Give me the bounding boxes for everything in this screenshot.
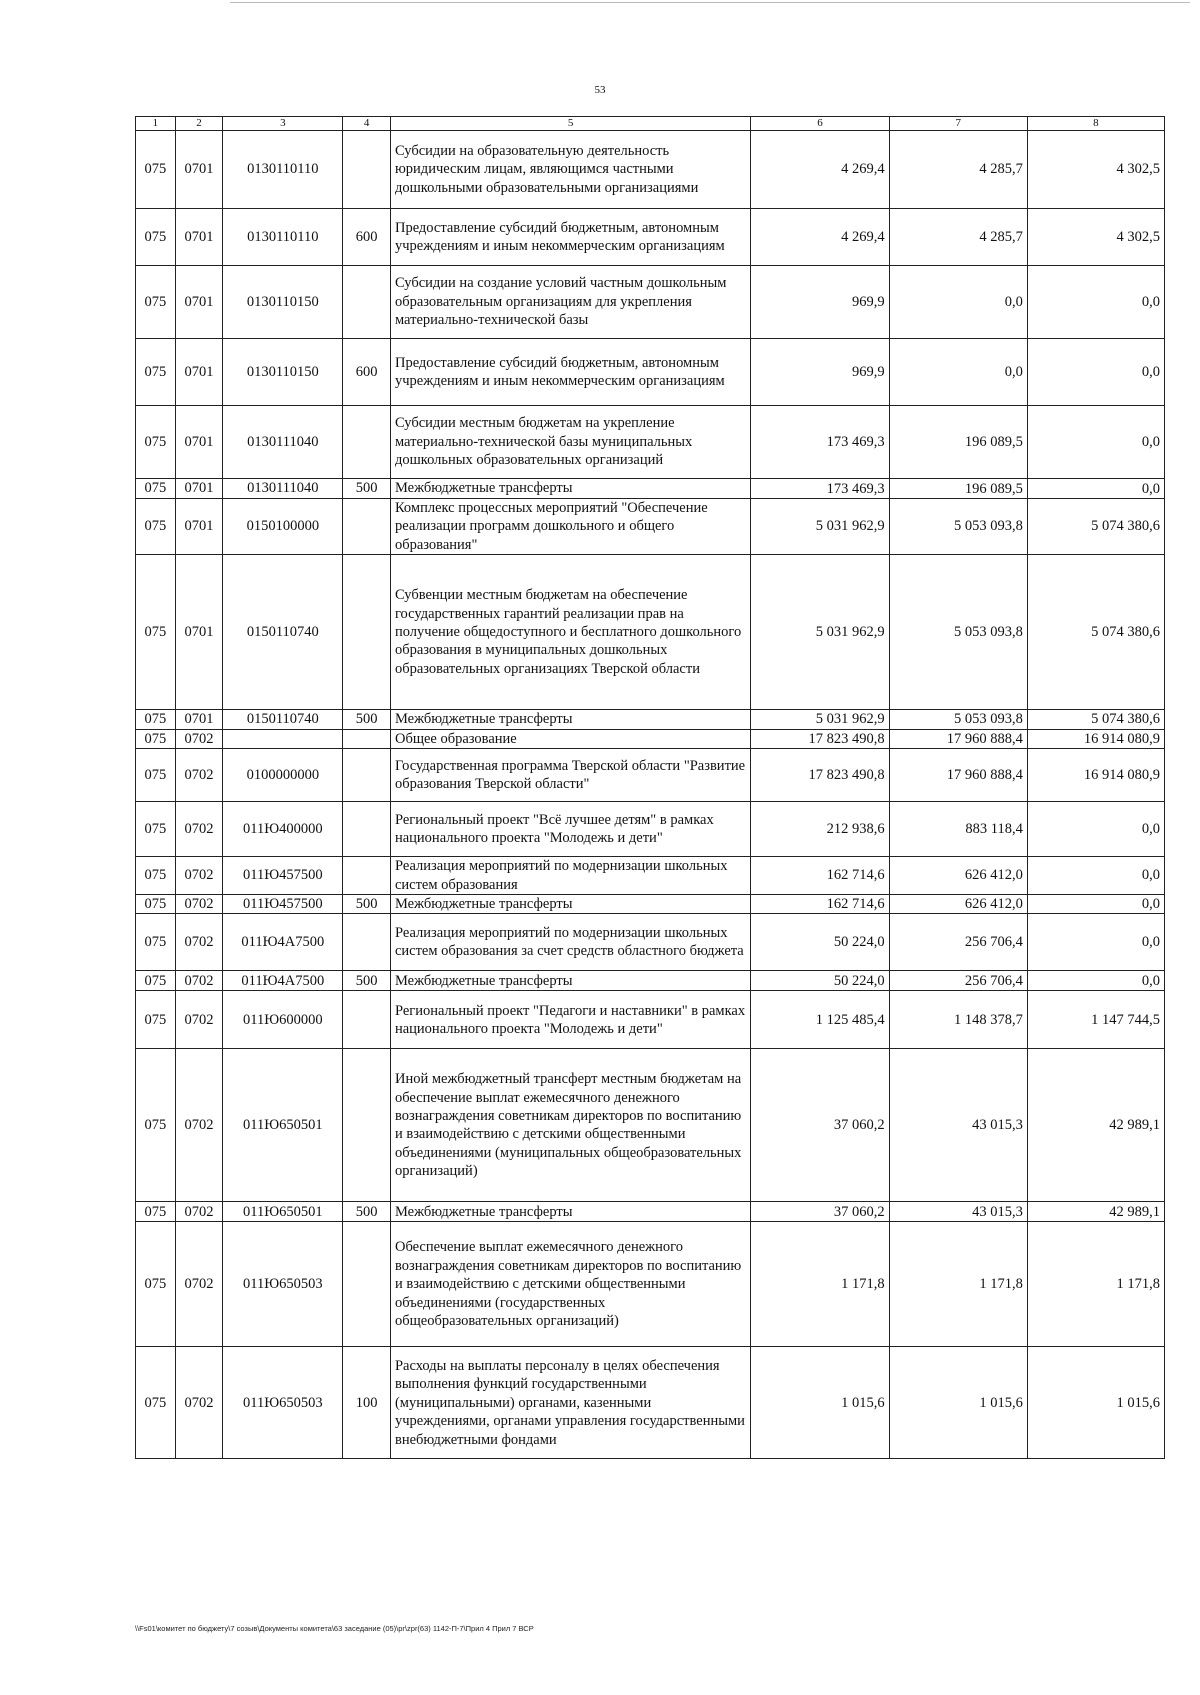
code-cell: 075 — [136, 1222, 176, 1347]
table-row — [136, 857, 1165, 895]
description-cell: Межбюджетные трансферты — [390, 479, 750, 499]
amount-2027-cell: 0,0 — [1027, 406, 1164, 479]
target-article-cell: 0150110740 — [223, 710, 343, 729]
description-cell: Реализация мероприятий по модернизации школьных систем образования за счет средств областного бюджета — [390, 914, 750, 971]
section-cell: 0701 — [175, 406, 223, 479]
amount-2025-cell: 212 938,6 — [751, 802, 889, 857]
expense-type-cell — [343, 406, 391, 479]
table-row — [136, 1222, 1165, 1347]
table-header-row — [136, 117, 1165, 131]
expense-type-cell — [343, 555, 391, 710]
description-cell: Региональный проект "Педагоги и наставники" в рамках национального проекта "Молодежь и дети" — [390, 991, 750, 1049]
table-row — [136, 802, 1165, 857]
expense-type-cell: 500 — [343, 1202, 391, 1222]
section-cell: 0701 — [175, 209, 223, 266]
table-row — [136, 209, 1165, 266]
table-row — [136, 991, 1165, 1049]
amount-2025-cell: 17 823 490,8 — [751, 749, 889, 802]
amount-2025-cell: 37 060,2 — [751, 1202, 889, 1222]
target-article-cell: 011Ю400000 — [223, 802, 343, 857]
description-cell: Иной межбюджетный трансферт местным бюджетам на обеспечение выплат ежемесячного денежного вознаграждения советникам директоров по воспитанию и взаимодействию с детскими общественными объединениями (муниципальных общеобразовательных организаций) — [390, 1049, 750, 1202]
section-cell: 0702 — [175, 1222, 223, 1347]
table-row — [136, 555, 1165, 710]
section-cell: 0701 — [175, 266, 223, 339]
expense-type-cell — [343, 131, 391, 209]
target-article-cell: 011Ю650503 — [223, 1347, 343, 1459]
description-cell: Субсидии местным бюджетам на укрепление материально-технической базы муниципальных дошкольных образовательных организаций — [390, 406, 750, 479]
target-article-cell: 011Ю600000 — [223, 991, 343, 1049]
section-cell: 0701 — [175, 131, 223, 209]
amount-2025-cell: 1 171,8 — [751, 1222, 889, 1347]
amount-2027-cell: 0,0 — [1027, 339, 1164, 406]
target-article-cell: 0130110110 — [223, 131, 343, 209]
expense-type-cell — [343, 991, 391, 1049]
table-row — [136, 895, 1165, 914]
expense-type-cell — [343, 729, 391, 748]
section-cell: 0701 — [175, 555, 223, 710]
code-cell: 075 — [136, 406, 176, 479]
table-row — [136, 266, 1165, 339]
amount-2027-cell: 16 914 080,9 — [1027, 749, 1164, 802]
code-cell: 075 — [136, 1202, 176, 1222]
section-cell: 0701 — [175, 499, 223, 555]
header-cell: 5 — [390, 117, 750, 131]
code-cell: 075 — [136, 499, 176, 555]
amount-2026-cell: 1 148 378,7 — [889, 991, 1027, 1049]
amount-2026-cell: 883 118,4 — [889, 802, 1027, 857]
table-body — [136, 117, 1165, 1459]
table-row — [136, 710, 1165, 729]
expense-type-cell — [343, 1049, 391, 1202]
amount-2026-cell: 5 053 093,8 — [889, 710, 1027, 729]
expense-type-cell: 100 — [343, 1347, 391, 1459]
amount-2026-cell: 256 706,4 — [889, 914, 1027, 971]
description-cell: Комплекс процессных мероприятий "Обеспечение реализации программ дошкольного и общего образования" — [390, 499, 750, 555]
table-row — [136, 1202, 1165, 1222]
expense-type-cell — [343, 802, 391, 857]
amount-2026-cell: 43 015,3 — [889, 1202, 1027, 1222]
amount-2027-cell: 5 074 380,6 — [1027, 710, 1164, 729]
amount-2027-cell: 5 074 380,6 — [1027, 555, 1164, 710]
table-row — [136, 131, 1165, 209]
expense-type-cell: 500 — [343, 895, 391, 914]
amount-2026-cell: 0,0 — [889, 266, 1027, 339]
code-cell: 075 — [136, 339, 176, 406]
footer-file-path: \\Fs01\комитет по бюджету\7 созыв\Документы комитета\63 заседание (05)\pr\zpr(63) 1142-П-7\Прил 4 Прил 7 ВСР — [135, 1624, 534, 1633]
description-cell: Межбюджетные трансферты — [390, 710, 750, 729]
amount-2027-cell: 1 171,8 — [1027, 1222, 1164, 1347]
header-cell: 3 — [223, 117, 343, 131]
amount-2026-cell: 1 015,6 — [889, 1347, 1027, 1459]
code-cell: 075 — [136, 479, 176, 499]
amount-2025-cell: 50 224,0 — [751, 971, 889, 991]
target-article-cell: 011Ю4А7500 — [223, 914, 343, 971]
expense-type-cell: 500 — [343, 971, 391, 991]
amount-2025-cell: 173 469,3 — [751, 406, 889, 479]
amount-2026-cell: 626 412,0 — [889, 857, 1027, 895]
section-cell: 0702 — [175, 1347, 223, 1459]
description-cell: Реализация мероприятий по модернизации школьных систем образования — [390, 857, 750, 895]
expense-type-cell — [343, 914, 391, 971]
expense-type-cell — [343, 1222, 391, 1347]
amount-2025-cell: 37 060,2 — [751, 1049, 889, 1202]
amount-2025-cell: 1 015,6 — [751, 1347, 889, 1459]
table-row — [136, 914, 1165, 971]
description-cell: Государственная программа Тверской области "Развитие образования Тверской области" — [390, 749, 750, 802]
amount-2027-cell: 1 015,6 — [1027, 1347, 1164, 1459]
amount-2025-cell: 5 031 962,9 — [751, 555, 889, 710]
header-cell: 7 — [889, 117, 1027, 131]
code-cell: 075 — [136, 857, 176, 895]
description-cell: Региональный проект "Всё лучшее детям" в рамках национального проекта "Молодежь и дети" — [390, 802, 750, 857]
target-article-cell: 0100000000 — [223, 749, 343, 802]
amount-2027-cell: 0,0 — [1027, 479, 1164, 499]
description-cell: Предоставление субсидий бюджетным, автономным учреждениям и иным некоммерческим организациям — [390, 339, 750, 406]
amount-2026-cell: 5 053 093,8 — [889, 499, 1027, 555]
amount-2026-cell: 0,0 — [889, 339, 1027, 406]
section-cell: 0702 — [175, 802, 223, 857]
section-cell: 0702 — [175, 1202, 223, 1222]
target-article-cell: 0130110150 — [223, 339, 343, 406]
amount-2027-cell: 0,0 — [1027, 266, 1164, 339]
description-cell: Общее образование — [390, 729, 750, 748]
code-cell: 075 — [136, 914, 176, 971]
expense-type-cell: 500 — [343, 710, 391, 729]
expense-type-cell: 500 — [343, 479, 391, 499]
expense-type-cell — [343, 266, 391, 339]
amount-2026-cell: 256 706,4 — [889, 971, 1027, 991]
section-cell: 0702 — [175, 1049, 223, 1202]
code-cell: 075 — [136, 802, 176, 857]
description-cell: Межбюджетные трансферты — [390, 1202, 750, 1222]
code-cell: 075 — [136, 971, 176, 991]
section-cell: 0701 — [175, 710, 223, 729]
code-cell: 075 — [136, 991, 176, 1049]
target-article-cell: 0130110110 — [223, 209, 343, 266]
page-number: 53 — [594, 84, 606, 96]
code-cell: 075 — [136, 710, 176, 729]
description-cell: Субвенции местным бюджетам на обеспечение государственных гарантий реализации прав на получение общедоступного и бесплатного дошкольного образования в муниципальных дошкольных образовательных организациях Тверской области — [390, 555, 750, 710]
amount-2025-cell: 5 031 962,9 — [751, 499, 889, 555]
amount-2027-cell: 5 074 380,6 — [1027, 499, 1164, 555]
amount-2025-cell: 969,9 — [751, 266, 889, 339]
amount-2027-cell: 42 989,1 — [1027, 1202, 1164, 1222]
code-cell: 075 — [136, 749, 176, 802]
code-cell: 075 — [136, 209, 176, 266]
target-article-cell: 0150110740 — [223, 555, 343, 710]
expense-type-cell: 600 — [343, 209, 391, 266]
target-article-cell: 011Ю457500 — [223, 895, 343, 914]
code-cell: 075 — [136, 1347, 176, 1459]
amount-2026-cell: 5 053 093,8 — [889, 555, 1027, 710]
expense-type-cell: 600 — [343, 339, 391, 406]
expense-type-cell — [343, 857, 391, 895]
description-cell: Предоставление субсидий бюджетным, автономным учреждениям и иным некоммерческим организациям — [390, 209, 750, 266]
code-cell: 075 — [136, 266, 176, 339]
amount-2027-cell: 0,0 — [1027, 895, 1164, 914]
header-cell: 1 — [136, 117, 176, 131]
target-article-cell: 0130111040 — [223, 479, 343, 499]
amount-2026-cell: 17 960 888,4 — [889, 729, 1027, 748]
amount-2025-cell: 5 031 962,9 — [751, 710, 889, 729]
amount-2027-cell: 0,0 — [1027, 914, 1164, 971]
table-row — [136, 499, 1165, 555]
header-cell: 6 — [751, 117, 889, 131]
table-row — [136, 971, 1165, 991]
code-cell: 075 — [136, 555, 176, 710]
amount-2025-cell: 162 714,6 — [751, 895, 889, 914]
description-cell: Субсидии на создание условий частным дошкольным образовательным организациям для укрепления материально-технической базы — [390, 266, 750, 339]
description-cell: Межбюджетные трансферты — [390, 895, 750, 914]
amount-2025-cell: 969,9 — [751, 339, 889, 406]
section-cell: 0701 — [175, 339, 223, 406]
amount-2027-cell: 0,0 — [1027, 971, 1164, 991]
amount-2025-cell: 4 269,4 — [751, 209, 889, 266]
amount-2026-cell: 4 285,7 — [889, 209, 1027, 266]
amount-2027-cell: 0,0 — [1027, 802, 1164, 857]
section-cell: 0702 — [175, 971, 223, 991]
amount-2025-cell: 1 125 485,4 — [751, 991, 889, 1049]
section-cell: 0701 — [175, 479, 223, 499]
amount-2026-cell: 43 015,3 — [889, 1049, 1027, 1202]
amount-2026-cell: 196 089,5 — [889, 406, 1027, 479]
budget-table — [135, 116, 1165, 1459]
header-cell: 4 — [343, 117, 391, 131]
target-article-cell: 011Ю650503 — [223, 1222, 343, 1347]
code-cell: 075 — [136, 131, 176, 209]
code-cell: 075 — [136, 729, 176, 748]
amount-2027-cell: 42 989,1 — [1027, 1049, 1164, 1202]
section-cell: 0702 — [175, 857, 223, 895]
amount-2027-cell: 1 147 744,5 — [1027, 991, 1164, 1049]
code-cell: 075 — [136, 895, 176, 914]
amount-2026-cell: 1 171,8 — [889, 1222, 1027, 1347]
code-cell: 075 — [136, 1049, 176, 1202]
scan-top-line — [230, 2, 1190, 3]
table-row — [136, 749, 1165, 802]
amount-2025-cell: 4 269,4 — [751, 131, 889, 209]
description-cell: Обеспечение выплат ежемесячного денежного вознаграждения советникам директоров по воспитанию и взаимодействию с детскими общественными объединениями (государственных общеобразовательных организаций) — [390, 1222, 750, 1347]
section-cell: 0702 — [175, 729, 223, 748]
amount-2027-cell: 0,0 — [1027, 857, 1164, 895]
expense-type-cell — [343, 749, 391, 802]
section-cell: 0702 — [175, 895, 223, 914]
target-article-cell: 011Ю650501 — [223, 1202, 343, 1222]
table-row — [136, 729, 1165, 748]
table-row — [136, 406, 1165, 479]
target-article-cell: 0130111040 — [223, 406, 343, 479]
section-cell: 0702 — [175, 914, 223, 971]
section-cell: 0702 — [175, 749, 223, 802]
target-article-cell: 011Ю457500 — [223, 857, 343, 895]
amount-2026-cell: 4 285,7 — [889, 131, 1027, 209]
amount-2025-cell: 50 224,0 — [751, 914, 889, 971]
header-cell: 8 — [1027, 117, 1164, 131]
amount-2026-cell: 17 960 888,4 — [889, 749, 1027, 802]
section-cell: 0702 — [175, 991, 223, 1049]
header-cell: 2 — [175, 117, 223, 131]
description-cell: Расходы на выплаты персоналу в целях обеспечения выполнения функций государственными (муниципальными) органами, казенными учреждениями, органами управления государственными внебюджетными фондами — [390, 1347, 750, 1459]
target-article-cell: 011Ю4А7500 — [223, 971, 343, 991]
amount-2027-cell: 4 302,5 — [1027, 209, 1164, 266]
table-row — [136, 1347, 1165, 1459]
amount-2027-cell: 4 302,5 — [1027, 131, 1164, 209]
description-cell: Межбюджетные трансферты — [390, 971, 750, 991]
target-article-cell: 0130110150 — [223, 266, 343, 339]
amount-2025-cell: 173 469,3 — [751, 479, 889, 499]
amount-2027-cell: 16 914 080,9 — [1027, 729, 1164, 748]
amount-2026-cell: 626 412,0 — [889, 895, 1027, 914]
amount-2025-cell: 162 714,6 — [751, 857, 889, 895]
amount-2026-cell: 196 089,5 — [889, 479, 1027, 499]
amount-2025-cell: 17 823 490,8 — [751, 729, 889, 748]
target-article-cell: 0150100000 — [223, 499, 343, 555]
target-article-cell — [223, 729, 343, 748]
table-row — [136, 339, 1165, 406]
target-article-cell: 011Ю650501 — [223, 1049, 343, 1202]
table-row — [136, 479, 1165, 499]
description-cell: Субсидии на образовательную деятельность юридическим лицам, являющимся частными дошкольными образовательными организациями — [390, 131, 750, 209]
table-row — [136, 1049, 1165, 1202]
expense-type-cell — [343, 499, 391, 555]
